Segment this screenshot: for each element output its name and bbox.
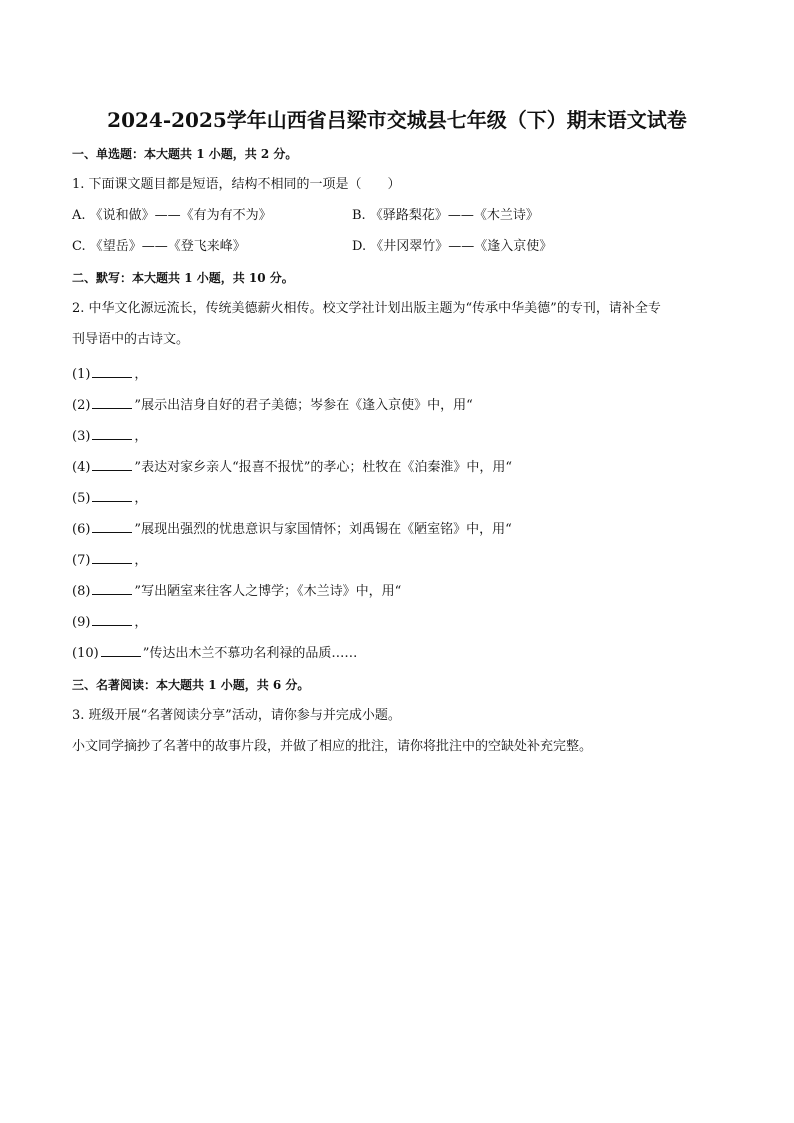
fill-item-5 bbox=[72, 489, 147, 508]
answer-blank[interactable] bbox=[92, 582, 132, 595]
fill-item-4 bbox=[72, 458, 512, 477]
section-3-desc: 本大题共 1 小题，共 6 分。 bbox=[156, 678, 310, 692]
fill-item-number: (8) bbox=[72, 584, 91, 599]
fill-item-text: ， bbox=[134, 367, 148, 382]
section-2-desc: 本大题共 1 小题，共 10 分。 bbox=[132, 271, 294, 285]
question-3-text: 小文同学摘抄了名著中的故事片段，并做了相应的批注，请你将批注中的空缺处补充完整。 bbox=[72, 739, 593, 754]
fill-item-1 bbox=[72, 365, 147, 384]
section-2-heading bbox=[72, 269, 294, 287]
section-2-prefix: 二、默写： bbox=[72, 271, 133, 285]
question-2-stem-line-1: 2. 中华文化源远流长，传统美德薪火相传。校文学社计划出版主题为“传承中华美德”的专刊，请补全专 bbox=[72, 301, 661, 316]
question-1-option-a: A. 《说和做》——《有为有不为》 bbox=[72, 208, 272, 223]
question-3-stem: 3. 班级开展“名著阅读分享”活动，请你参与并完成小题。 bbox=[72, 708, 401, 723]
answer-blank[interactable] bbox=[92, 396, 132, 409]
question-1-option-d: D. 《井冈翠竹》——《逢入京使》 bbox=[352, 239, 553, 254]
fill-item-text: ”写出陋室来往客人之博学；《木兰诗》中，用“ bbox=[134, 584, 402, 599]
question-1-stem: 1. 下面课文题目都是短语，结构不相同的一项是（ ） bbox=[72, 177, 401, 192]
fill-item-number: (4) bbox=[72, 460, 91, 475]
fill-item-text: ”展示出洁身自好的君子美德；岑参在《逢入京使》中，用“ bbox=[134, 398, 473, 413]
fill-item-number: (7) bbox=[72, 553, 91, 568]
fill-item-text: ”展现出强烈的忧患意识与家国情怀；刘禹锡在《陋室铭》中，用“ bbox=[134, 522, 512, 537]
answer-blank[interactable] bbox=[101, 644, 141, 657]
section-1-heading bbox=[72, 145, 297, 163]
fill-item-number: (9) bbox=[72, 615, 91, 630]
question-1-option-b: B. 《驿路梨花》——《木兰诗》 bbox=[352, 208, 539, 223]
answer-blank[interactable] bbox=[92, 427, 132, 440]
fill-item-3 bbox=[72, 427, 147, 446]
question-1-option-c: C. 《望岳》——《登飞来峰》 bbox=[72, 239, 246, 254]
section-1-desc: 本大题共 1 小题，共 2 分。 bbox=[144, 147, 298, 161]
fill-item-2 bbox=[72, 396, 473, 415]
fill-item-10 bbox=[72, 644, 357, 663]
question-2-stem-line-2: 刊导语中的古诗文。 bbox=[72, 332, 190, 347]
answer-blank[interactable] bbox=[92, 520, 132, 533]
answer-blank[interactable] bbox=[92, 489, 132, 502]
answer-blank[interactable] bbox=[92, 551, 132, 564]
exam-title: 2024-2025学年山西省吕梁市交城县七年级（下）期末语文试卷 bbox=[107, 108, 687, 132]
fill-item-7 bbox=[72, 551, 147, 570]
fill-item-number: (6) bbox=[72, 522, 91, 537]
answer-blank[interactable] bbox=[92, 458, 132, 471]
fill-item-text: ， bbox=[134, 615, 148, 630]
fill-item-text: ”表达对家乡亲人“报喜不报忧”的孝心；杜牧在《泊秦淮》中，用“ bbox=[134, 460, 513, 475]
fill-item-text: ， bbox=[134, 553, 148, 568]
fill-item-9 bbox=[72, 613, 147, 632]
fill-item-number: (3) bbox=[72, 429, 91, 444]
fill-item-6 bbox=[72, 520, 512, 539]
fill-item-number: (10) bbox=[72, 646, 99, 661]
fill-item-number: (1) bbox=[72, 367, 91, 382]
fill-item-text: ， bbox=[134, 491, 148, 506]
section-3-heading bbox=[72, 676, 309, 694]
fill-item-text: ， bbox=[134, 429, 148, 444]
answer-blank[interactable] bbox=[92, 613, 132, 626]
fill-item-number: (2) bbox=[72, 398, 91, 413]
section-1-prefix: 一、单选题： bbox=[72, 147, 145, 161]
answer-blank[interactable] bbox=[92, 365, 132, 378]
section-3-prefix: 三、名著阅读： bbox=[72, 678, 157, 692]
fill-item-8 bbox=[72, 582, 401, 601]
fill-item-text: ”传达出木兰不慕功名利禄的品质…… bbox=[142, 646, 358, 661]
fill-item-number: (5) bbox=[72, 491, 91, 506]
